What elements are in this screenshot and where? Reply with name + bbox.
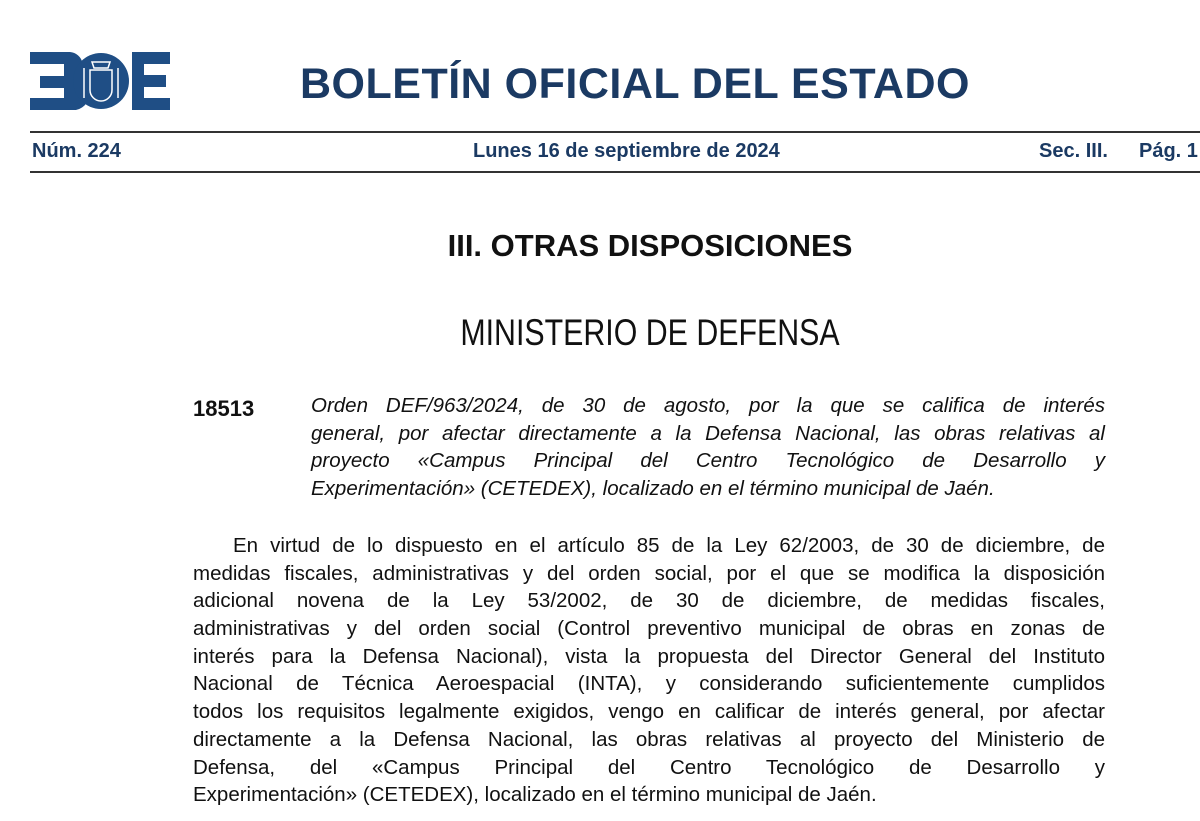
body-line: interés para la Defensa Nacional), vista la propuesta del Director General del Instituto: [193, 644, 1105, 668]
section-title: III. OTRAS DISPOSICIONES: [447, 228, 853, 263]
body-line: administrativas y del orden social (Control preventivo municipal de obras en zonas de: [193, 617, 1105, 641]
issue-number: Núm. 224: [32, 140, 121, 162]
section-label: Sec. III.: [1039, 140, 1108, 162]
publication-title: BOLETÍN OFICIAL DEL ESTADO: [300, 60, 970, 108]
order-title: [311, 392, 1105, 503]
body-paragraph: [193, 532, 1105, 809]
body-line: En virtud de lo dispuesto en el artículo 85 de la Ley 62/2003, de 30 de diciembre, de: [233, 534, 1105, 557]
body-line: Defensa, del «Campus Principal del Centro Tecnológico de Desarrollo y: [193, 755, 1105, 779]
ministry-title: MINISTERIO DE DEFENSA: [460, 312, 840, 353]
body-line: directamente a la Defensa Nacional, las obras relativas al proyecto del Ministerio de: [193, 727, 1105, 751]
order-line: Orden DEF/963/2024, de 30 de agosto, por la que se califica de interés: [311, 394, 1105, 417]
body-line: medidas fiscales, administrativas y del orden social, por el que se modifica la disposición: [193, 561, 1105, 585]
header-rule-bottom: [30, 171, 1200, 173]
boe-logo: [30, 52, 170, 110]
body-line: adicional novena de la Ley 53/2002, de 30 de diciembre, de medidas fiscales,: [193, 589, 1105, 613]
reference-number: 18513: [193, 396, 255, 421]
header-rule-top: [30, 131, 1200, 133]
page-number: Pág. 1: [1139, 140, 1198, 162]
body-line: todos los requisitos legalmente exigidos, vengo en calificar de interés general, por afectar: [193, 700, 1105, 724]
issue-date: Lunes 16 de septiembre de 2024: [473, 140, 780, 162]
order-line: proyecto «Campus Principal del Centro Tecnológico de Desarrollo y: [311, 449, 1105, 473]
body-line: Nacional de Técnica Aeroespacial (INTA), y considerando suficientemente cumplidos: [193, 672, 1105, 696]
order-line: general, por afectar directamente a la Defensa Nacional, las obras relativas al: [311, 421, 1105, 445]
order-line: Experimentación» (CETEDEX), localizado en el término municipal de Jaén.: [311, 477, 995, 501]
body-line: Experimentación» (CETEDEX), localizado en el término municipal de Jaén.: [193, 783, 877, 807]
